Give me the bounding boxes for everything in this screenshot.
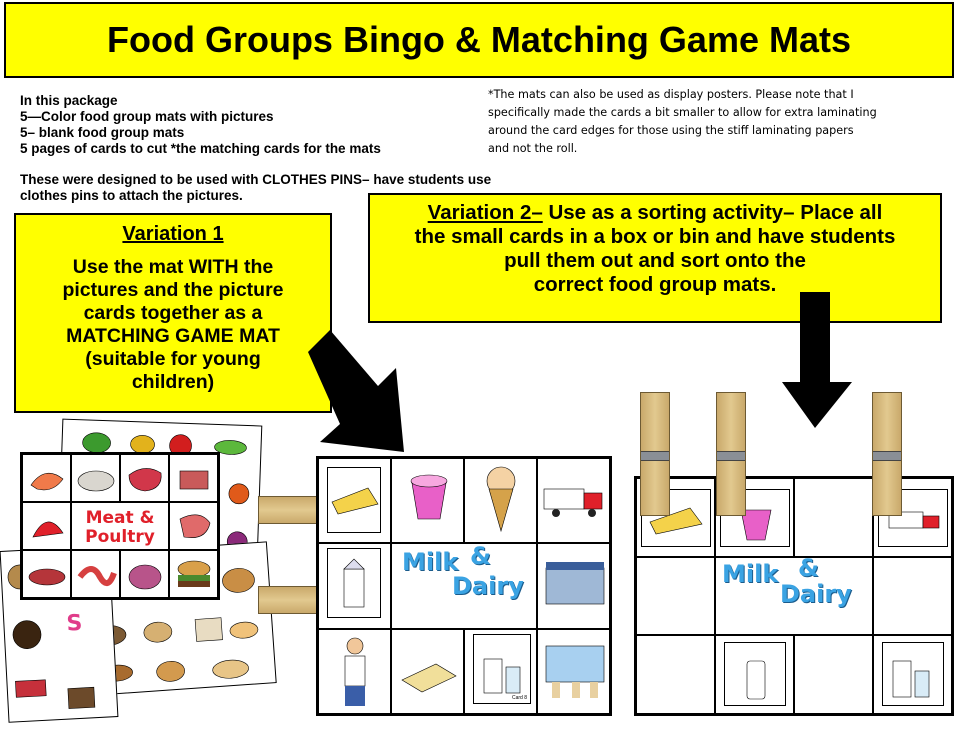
yogurt-icon [392, 459, 464, 543]
variation-2-box [368, 193, 942, 323]
package-item: 5 pages of cards to cut *the matching cards for the mats [20, 141, 381, 156]
clothespin-vertical [872, 392, 902, 516]
variation-1-box [14, 213, 332, 413]
variation-1-line: children) [131, 371, 215, 393]
meat-label-word: Poultry [85, 527, 155, 547]
ham-can-icon [170, 455, 218, 502]
mat-cell [71, 454, 120, 502]
milk-truck-icon [538, 459, 610, 543]
variation-1-line: pictures and the picture [62, 279, 284, 301]
ice-pops-icon [538, 630, 610, 714]
meat-mat-label [72, 509, 168, 547]
display-note-line: specifically made the cards a bit smaller to allow for extra laminating [488, 106, 877, 119]
mat-cell [169, 454, 218, 502]
variation-2-line: pull them out and sort onto the [504, 249, 806, 272]
title-banner [4, 2, 954, 78]
mat-cell [794, 478, 873, 557]
svg-text:S: S [65, 610, 83, 637]
page-title: Food Groups Bingo & Matching Game Mats [106, 19, 851, 60]
mat-cell [464, 458, 537, 543]
arrow-down-right-icon [300, 330, 420, 460]
salami-icon [23, 551, 71, 598]
mat-cell [636, 557, 715, 636]
lobster-icon [23, 503, 71, 550]
arrow-down-icon [782, 292, 854, 432]
picture-card [473, 634, 531, 704]
variation-1-line: MATCHING GAME MAT [66, 325, 280, 347]
clothespin-note: clothes pins to attach the pictures. [20, 188, 243, 203]
milk-mat-label: Dairy [452, 572, 524, 601]
picture-card [882, 642, 944, 706]
mat-cell [318, 629, 391, 714]
blank-mat [634, 476, 954, 716]
mat-cell [391, 458, 464, 543]
milk-bottle-icon [725, 643, 787, 707]
variation-1-heading: Variation 1 [122, 223, 224, 245]
sausage-icon [72, 551, 120, 598]
package-heading: In this package [20, 93, 118, 108]
mat-cell [120, 454, 169, 502]
variation-1-line: (suitable for young [85, 348, 261, 370]
picture-card [327, 548, 381, 618]
milk-dairy-mat [316, 456, 612, 716]
shrimp-icon [23, 455, 71, 502]
butter-icon [392, 630, 464, 714]
steak-icon [121, 455, 169, 502]
milkman-icon [319, 630, 391, 714]
mat-title-cell [71, 502, 169, 550]
milk-glass-icon [883, 643, 945, 707]
mat-cell [120, 550, 169, 598]
milk-mat-label: Milk [402, 548, 459, 577]
pork-chop-icon [170, 503, 218, 550]
clothespin-vertical [640, 392, 670, 516]
clothespin-vertical [716, 392, 746, 516]
card-number: Card 8 [511, 694, 527, 701]
mat-cell [22, 454, 71, 502]
ice-cream-icon [465, 459, 537, 543]
mat-cell [794, 635, 873, 714]
cheese-icon [328, 468, 382, 534]
display-note-line: *The mats can also be used as display posters. Please note that I [488, 88, 854, 101]
package-item: 5– blank food group mats [20, 125, 185, 140]
variation-2-line: the small cards in a box or bin and have students [414, 225, 896, 248]
mat-title-cell [715, 557, 873, 636]
mat-cell [71, 550, 120, 598]
milk-carton-icon [328, 549, 382, 619]
meat-poultry-mat [20, 452, 220, 600]
variation-2-heading: Variation 2– [427, 201, 543, 224]
burger-icon [170, 551, 218, 598]
variation-1-line: cards together as a [83, 302, 263, 324]
clothespin-note: These were designed to be used with CLOTHES PINS– have students use [20, 172, 492, 187]
milk-mat-amp: & [470, 543, 491, 571]
mat-cell [636, 635, 715, 714]
variation-1-text [16, 256, 330, 394]
mat-cell [537, 543, 610, 628]
mat-cell [22, 550, 71, 598]
mat-cell [464, 629, 537, 714]
milk-mat-amp: & [798, 556, 819, 582]
display-note [488, 86, 956, 158]
meat-label-word: Meat [85, 508, 134, 528]
display-note-line: around the card edges for those using the stiff laminating papers [488, 124, 854, 137]
mat-cell [391, 629, 464, 714]
mat-cell [873, 557, 952, 636]
milk-mat-label: Dairy [780, 579, 852, 608]
mat-cell [715, 635, 794, 714]
variation-2-line: correct food group mats. [533, 273, 777, 296]
turkey-icon [121, 551, 169, 598]
mat-cell [318, 543, 391, 628]
milk-mat-label: Milk [722, 559, 779, 588]
meat-label-amp: & [139, 508, 155, 528]
mat-collage [4, 420, 314, 720]
mat-cell [22, 502, 71, 550]
display-note-line: and not the roll. [488, 142, 578, 155]
picture-card [724, 642, 786, 706]
mat-cell [873, 635, 952, 714]
mat-cell [169, 550, 218, 598]
picture-card [327, 467, 381, 533]
mat-cell [537, 458, 610, 543]
variation-1-line: Use the mat WITH the [72, 256, 274, 278]
variation-2-line: Use as a sorting activity– Place all [542, 201, 883, 224]
mat-cell [537, 629, 610, 714]
package-info [20, 93, 490, 204]
package-item: 5—Color food group mats with pictures [20, 109, 274, 124]
oyster-icon [72, 455, 120, 502]
mat-cell [169, 502, 218, 550]
grocery-store-icon [538, 544, 610, 628]
mat-title-cell [391, 543, 537, 628]
mat-cell [318, 458, 391, 543]
variation-2-text [370, 201, 940, 297]
